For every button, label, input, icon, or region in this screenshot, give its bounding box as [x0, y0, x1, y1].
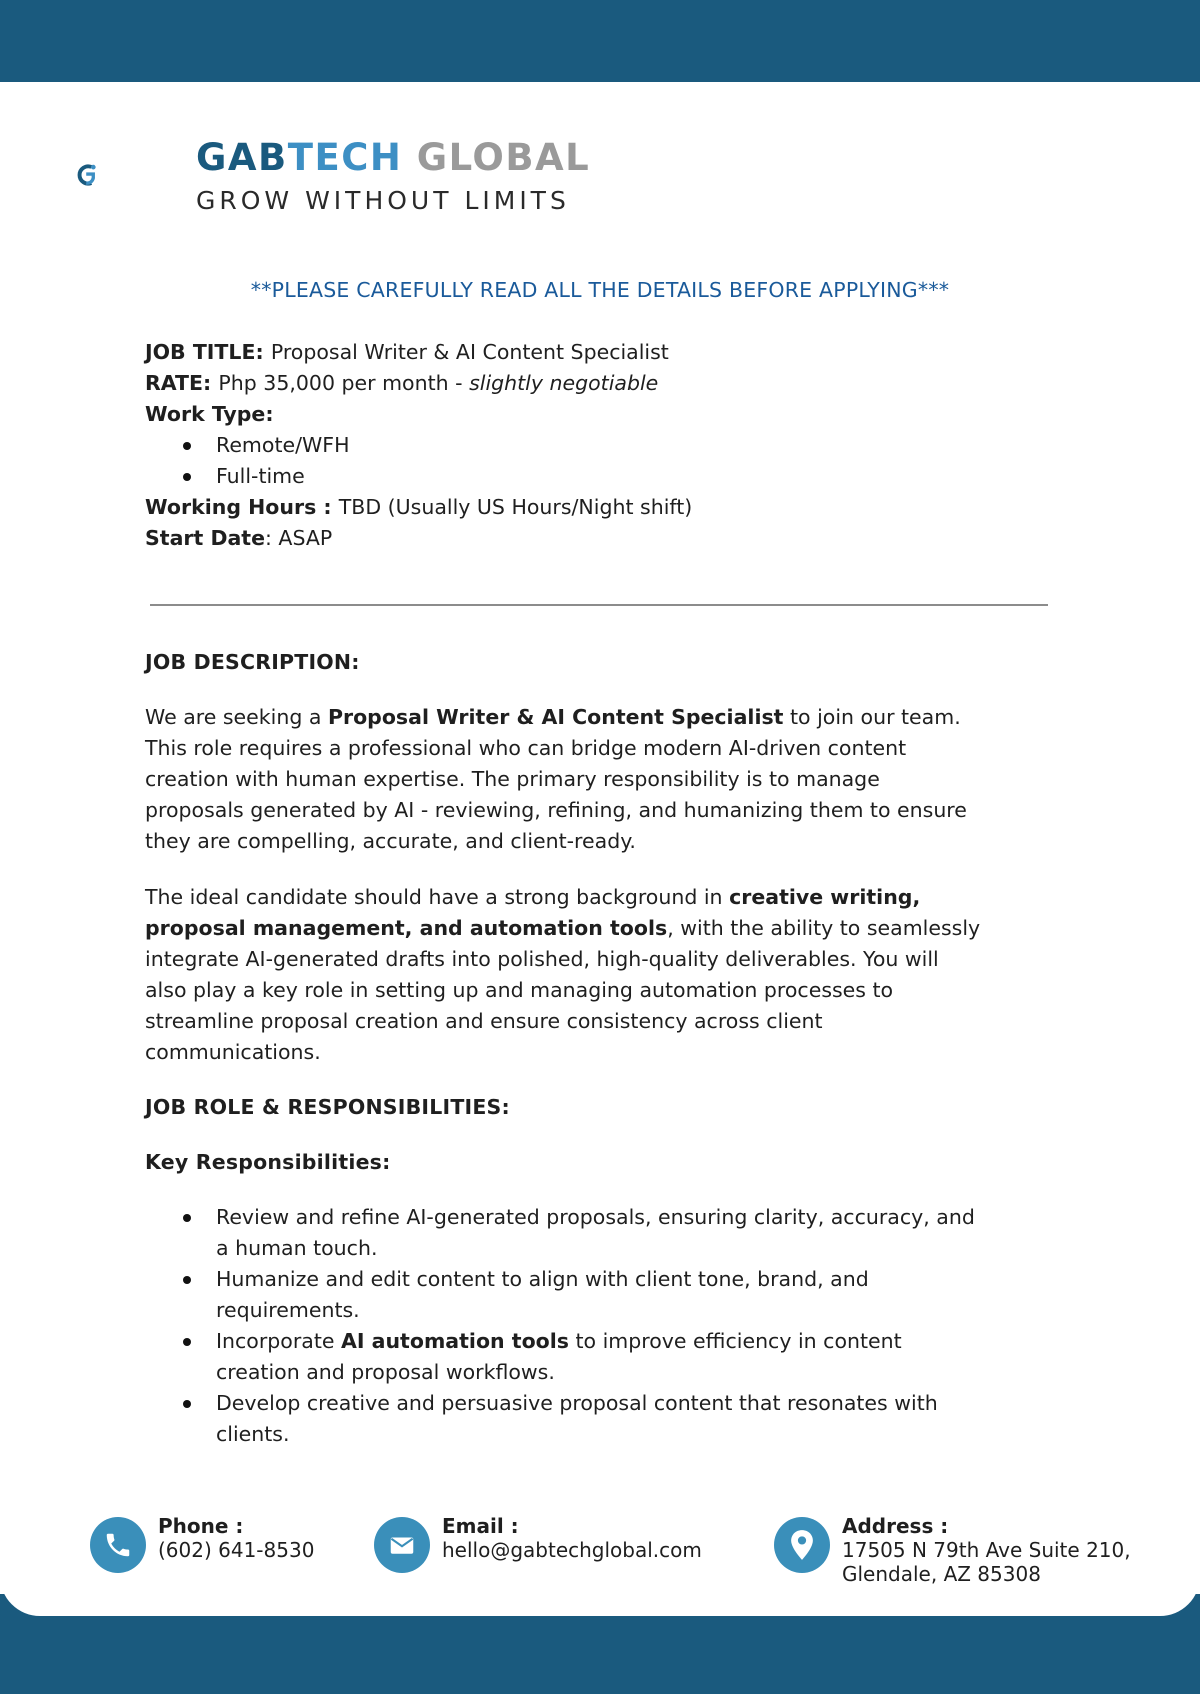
- brand-tagline: GROW WITHOUT LIMITS: [196, 186, 570, 215]
- map-pin-icon: [774, 1517, 830, 1573]
- section-divider: [150, 604, 1048, 606]
- phone-icon: [90, 1517, 146, 1573]
- email-link[interactable]: hello@gabtechglobal.com: [442, 1538, 702, 1562]
- responsibilities-list: [145, 1202, 1065, 1450]
- work-type-label: Work Type:: [145, 402, 274, 426]
- address-line-2: Glendale, AZ 85308: [842, 1562, 1041, 1586]
- list-item: Incorporate AI automation tools to improve efficiency in content creation and proposal workflows.: [216, 1326, 1065, 1388]
- job-description-paragraph-2: The ideal candidate should have a strong background in creative writing, proposal management, and automation tools, with the ability to seamlessly integrate AI-generated drafts into polished, high-quality deliverables. You will also play a key role in setting up and managing automation processes to streamline proposal creation and ensure consistency across client communications.: [145, 885, 981, 1064]
- job-summary: [145, 337, 1065, 554]
- phone-number[interactable]: (602) 641-8530: [158, 1538, 315, 1562]
- brand-wordmark: [196, 136, 590, 215]
- list-item: Remote/WFH: [216, 430, 1065, 461]
- job-description-paragraph-1: We are seeking a Proposal Writer & AI Content Specialist to join our team. This role requires a professional who can bridge modern AI-driven content creation with human expertise. The primary responsibility is to manage proposals generated by AI - reviewing, refining, and humanizing them to ensure they are compelling, accurate, and client-ready.: [145, 705, 967, 853]
- apply-notice: **PLEASE CAREFULLY READ ALL THE DETAILS BEFORE APPLYING***: [250, 278, 950, 302]
- work-type-list: [145, 430, 1065, 492]
- list-item: Develop creative and persuasive proposal content that resonates with clients.: [216, 1388, 1065, 1450]
- phone-label: Phone :: [158, 1514, 244, 1538]
- working-hours-line: Working Hours : TBD (Usually US Hours/Night shift): [145, 495, 693, 519]
- responsibilities-heading: JOB ROLE & RESPONSIBILITIES:: [145, 1095, 510, 1119]
- gabtech-logo-icon: [76, 120, 186, 230]
- list-item: Humanize and edit content to align with client tone, brand, and requirements.: [216, 1264, 1065, 1326]
- rate-line: RATE: Php 35,000 per month - slightly negotiable: [145, 371, 659, 395]
- email-label: Email :: [442, 1514, 519, 1538]
- brand-name: GABTECH GLOBAL: [196, 136, 591, 179]
- list-item: Full-time: [216, 461, 1065, 492]
- start-date-line: Start Date: ASAP: [145, 526, 333, 550]
- envelope-icon: [374, 1517, 430, 1573]
- key-responsibilities-heading: Key Responsibilities:: [145, 1150, 391, 1174]
- job-description-heading: JOB DESCRIPTION:: [145, 650, 360, 674]
- job-title-line: JOB TITLE: Proposal Writer & AI Content Specialist: [145, 340, 669, 364]
- header-band: [0, 0, 1200, 82]
- address-line-1: 17505 N 79th Ave Suite 210,: [842, 1538, 1131, 1562]
- address-label: Address :: [842, 1514, 949, 1538]
- list-item: Review and refine AI-generated proposals, ensuring clarity, accuracy, and a human touch.: [216, 1202, 1065, 1264]
